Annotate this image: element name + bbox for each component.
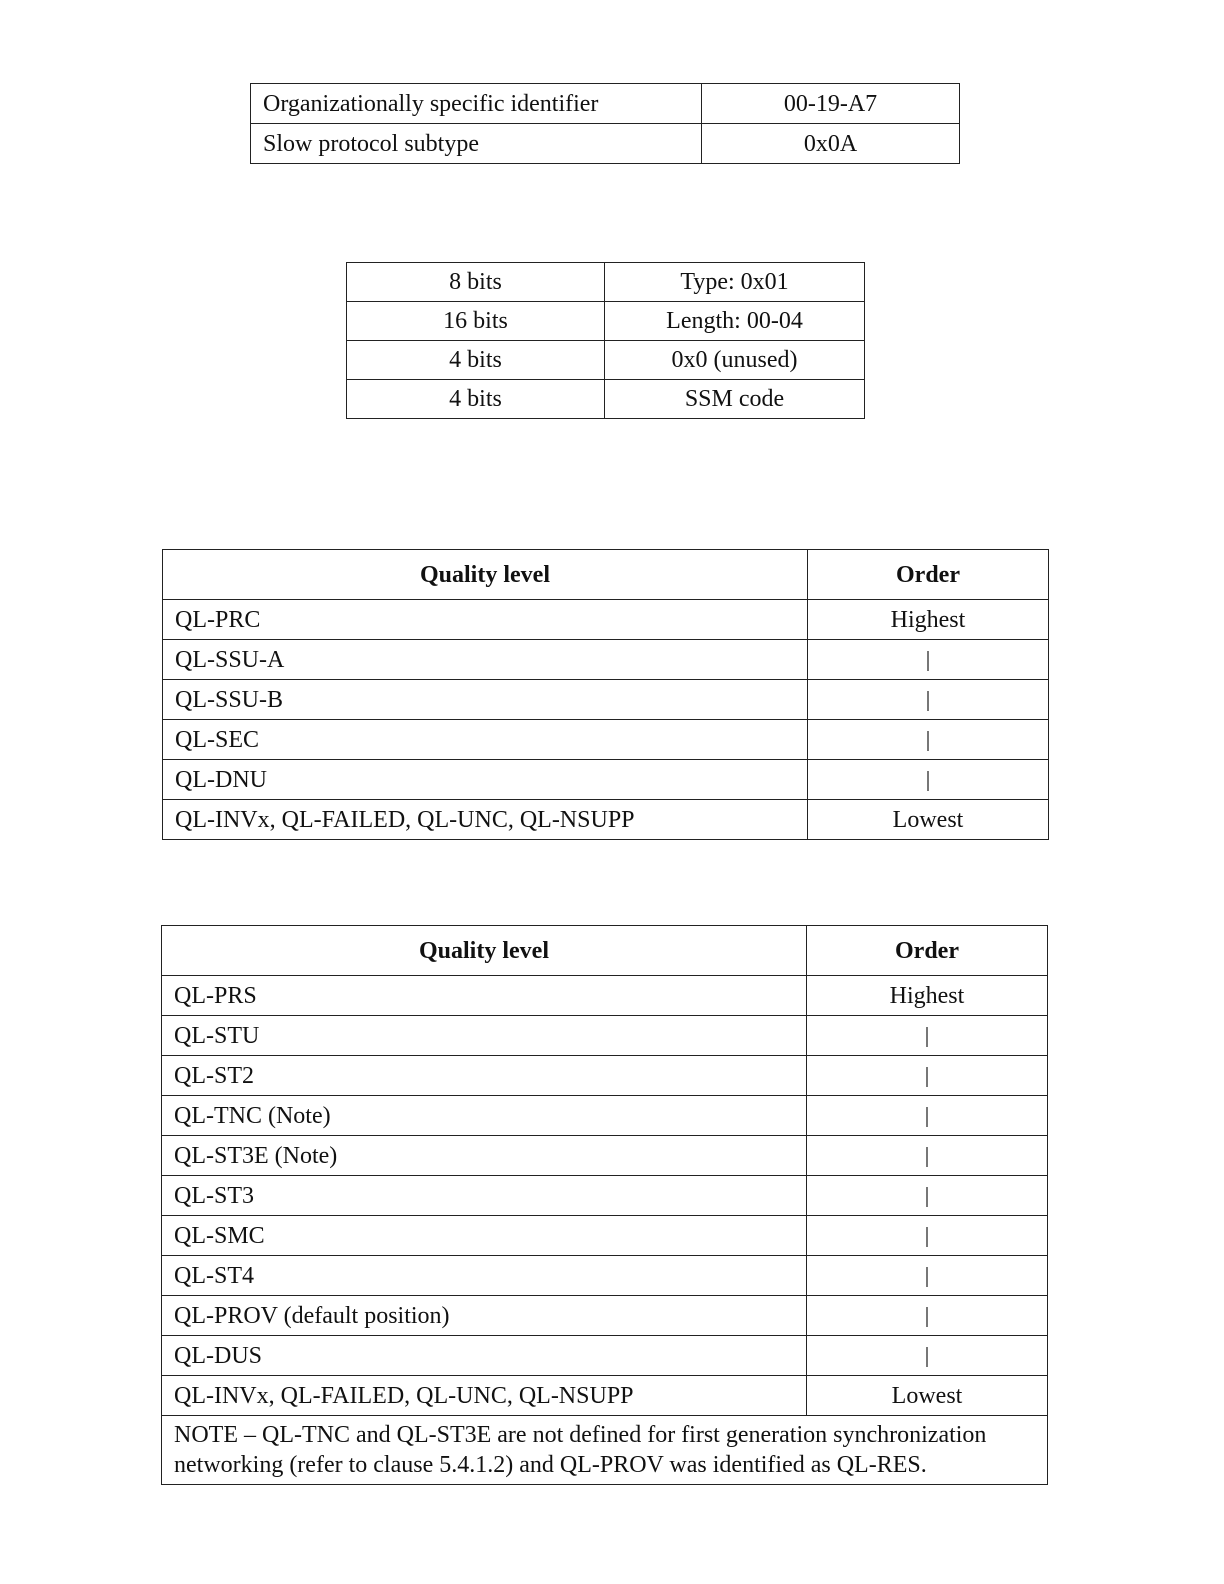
table-row [162,1136,1048,1176]
order-cell [807,1176,1048,1216]
quality-level-cell: QL-SSU-B [163,680,808,720]
order-continuation-bar [926,1067,928,1087]
quality-level-cell: QL-PRS [162,976,807,1016]
order-cell [808,760,1049,800]
tlv-content: Length: 00-04 [605,302,865,341]
table-row [162,1176,1048,1216]
tlv-content: 0x0 (unused) [605,341,865,380]
table-header-row [162,926,1048,976]
column-header-quality-level: Quality level [162,926,807,976]
table-row [347,263,865,302]
order-continuation-bar [926,1227,928,1247]
table-row [347,341,865,380]
table-row [163,640,1049,680]
tlv-content: SSM code [605,380,865,419]
table-note: NOTE – QL-TNC and QL-ST3E are not defined for first generation synchronization networking (refer to clause 5.4.1.2) and QL-PROV was identified as QL-RES. [162,1416,1048,1485]
order-cell [807,1296,1048,1336]
table-row [162,976,1048,1016]
quality-level-cell: QL-ST3 [162,1176,807,1216]
column-header-quality-level: Quality level [163,550,808,600]
quality-level-cell: QL-SMC [162,1216,807,1256]
table-row [162,1016,1048,1056]
oui-table [250,83,960,164]
table-row [162,1296,1048,1336]
quality-level-cell: QL-SSU-A [163,640,808,680]
table-row [162,1256,1048,1296]
quality-level-cell: QL-INVx, QL-FAILED, QL-UNC, QL-NSUPP [163,800,808,840]
table-note-row [162,1416,1048,1485]
table-row [347,380,865,419]
order-continuation-bar [927,771,929,791]
tlv-size: 8 bits [347,263,605,302]
order-cell [808,640,1049,680]
order-continuation-bar [927,691,929,711]
oui-label: Organizationally specific identifier [251,84,702,124]
order-cell: Highest [808,600,1049,640]
tlv-table [346,262,865,419]
quality-level-cell: QL-PROV (default position) [162,1296,807,1336]
order-cell [807,1016,1048,1056]
column-header-order: Order [808,550,1049,600]
table-row [162,1096,1048,1136]
order-cell [807,1256,1048,1296]
table-row [347,302,865,341]
tlv-content: Type: 0x01 [605,263,865,302]
oui-value: 00-19-A7 [702,84,960,124]
order-continuation-bar [926,1347,928,1367]
order-cell [807,1056,1048,1096]
order-cell: Highest [807,976,1048,1016]
quality-level-cell: QL-ST3E (Note) [162,1136,807,1176]
order-continuation-bar [926,1267,928,1287]
table-row [163,600,1049,640]
table-row [163,760,1049,800]
ql-option1-table [162,549,1049,840]
order-cell: Lowest [808,800,1049,840]
quality-level-cell: QL-INVx, QL-FAILED, QL-UNC, QL-NSUPP [162,1376,807,1416]
table-header-row [163,550,1049,600]
tlv-size: 4 bits [347,341,605,380]
subtype-value: 0x0A [702,124,960,164]
table-row [163,720,1049,760]
order-continuation-bar [926,1107,928,1127]
order-cell [807,1336,1048,1376]
order-cell [807,1096,1048,1136]
quality-level-cell: QL-STU [162,1016,807,1056]
order-cell [808,680,1049,720]
quality-level-cell: QL-PRC [163,600,808,640]
order-continuation-bar [926,1147,928,1167]
quality-level-cell: QL-DUS [162,1336,807,1376]
order-continuation-bar [927,731,929,751]
tlv-size: 4 bits [347,380,605,419]
quality-level-cell: QL-TNC (Note) [162,1096,807,1136]
table-row [162,1056,1048,1096]
order-continuation-bar [926,1307,928,1327]
table-row [162,1376,1048,1416]
table-row [251,124,960,164]
ql-option2-table [161,925,1048,1485]
order-cell: Lowest [807,1376,1048,1416]
table-row [162,1336,1048,1376]
order-continuation-bar [927,651,929,671]
order-cell [807,1216,1048,1256]
table-row [162,1216,1048,1256]
table-row [251,84,960,124]
order-cell [808,720,1049,760]
quality-level-cell: QL-ST4 [162,1256,807,1296]
quality-level-cell: QL-DNU [163,760,808,800]
order-cell [807,1136,1048,1176]
quality-level-cell: QL-ST2 [162,1056,807,1096]
order-continuation-bar [926,1187,928,1207]
table-row [163,800,1049,840]
tlv-size: 16 bits [347,302,605,341]
subtype-label: Slow protocol subtype [251,124,702,164]
order-continuation-bar [926,1027,928,1047]
quality-level-cell: QL-SEC [163,720,808,760]
column-header-order: Order [807,926,1048,976]
table-row [163,680,1049,720]
